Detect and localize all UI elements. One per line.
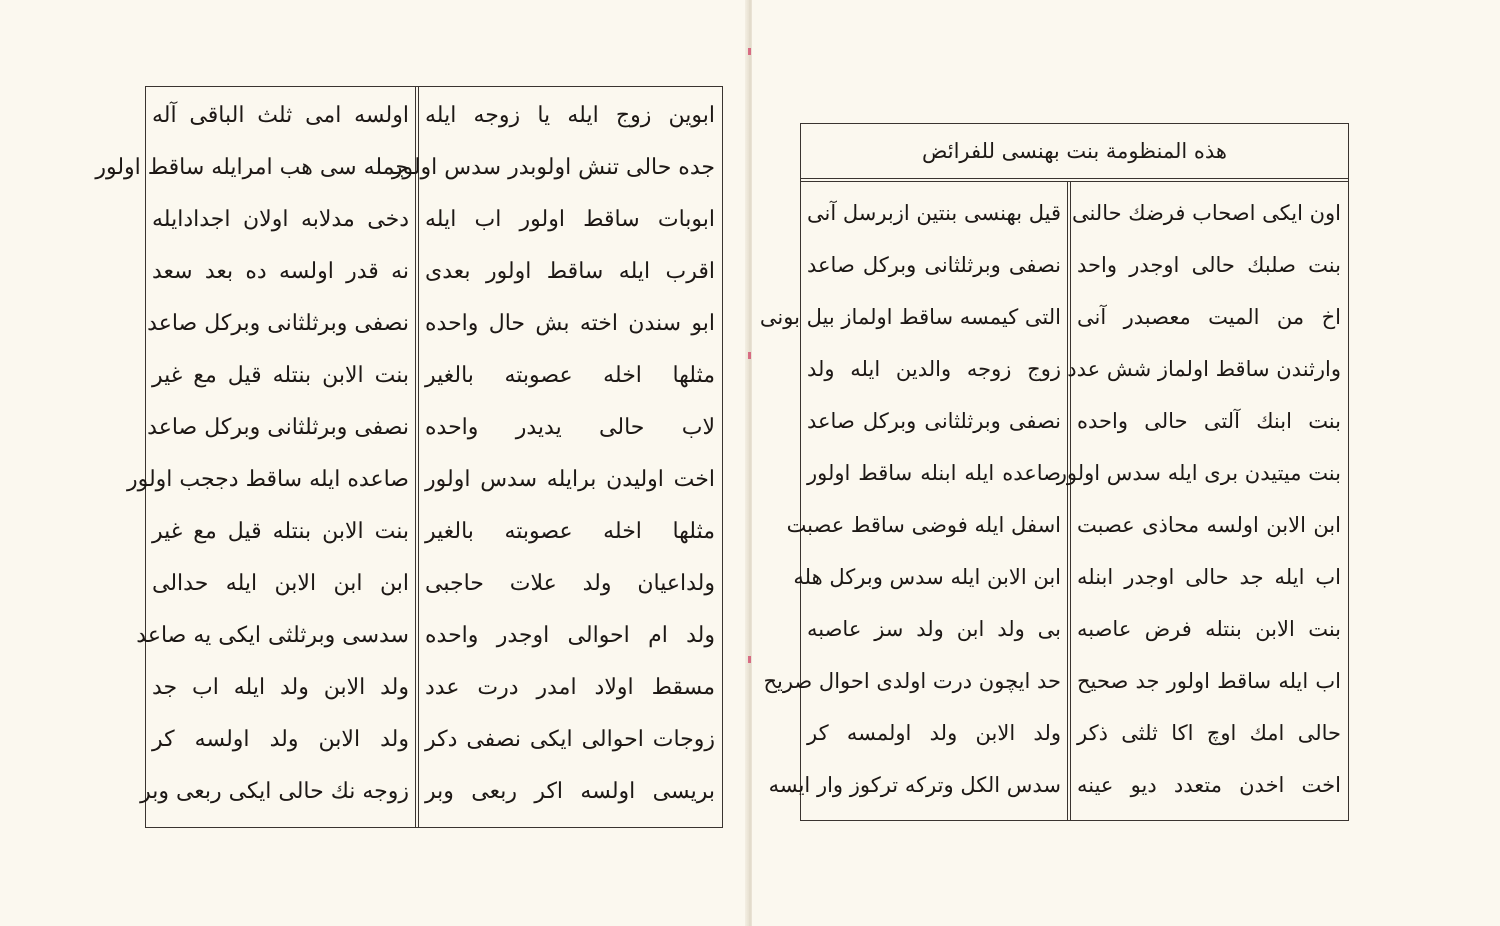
left-column-a bbox=[95, 87, 415, 827]
verse-line: بریسی اولسه اکر ربعی وبر bbox=[425, 779, 715, 804]
verse-line: بی ولد ابن ولد سز عاصبه bbox=[807, 617, 1061, 641]
verse-line: لاب حالی یدیدر واحده bbox=[425, 415, 715, 440]
verse-line: جمله سی هب امرایله ساقط اولور bbox=[95, 155, 409, 180]
verse-line: زوجه نك حالی ایکی ربعی وبر bbox=[140, 779, 409, 804]
verse-line: اب ایله جد حالی اوجدر ابنله bbox=[1077, 565, 1341, 589]
verse-line: مثلها اخله عصوبته بالغیر bbox=[425, 363, 715, 388]
verse-line: صاعده ایله ابنله ساقط اولور bbox=[807, 461, 1061, 485]
page-title: هذه المنظومة بنت بهنسی للفرائض bbox=[801, 124, 1348, 179]
verse-line: جده حالی تنش اولوبدر سدس اولور bbox=[391, 155, 715, 180]
left-page bbox=[0, 0, 748, 926]
verse-line: بنت الابن بنتله قیل مع غیر bbox=[152, 363, 409, 388]
verse-line: حالی امك اوچ اکا ثلثی ذکر bbox=[1077, 721, 1341, 745]
verse-line: ابوبات ساقط اولور اب ایله bbox=[425, 207, 715, 232]
verse-line: نصفی وبرثلثانی وبرکل صاعد bbox=[147, 311, 409, 336]
binding-stitch bbox=[748, 48, 751, 55]
verse-line: زوجات احوالی ایکی نصفی دکر bbox=[425, 727, 715, 752]
verse-line: ولد الابن ولد اولسه کر bbox=[152, 727, 409, 752]
verse-line: وارثندن ساقط اولماز شش عدد bbox=[1067, 357, 1341, 381]
verse-line: مثلها اخله عصوبته بالغیر bbox=[425, 519, 715, 544]
verse-line: اخ من المیت معصبدر آنی bbox=[1077, 305, 1341, 329]
verse-line: اولسه امی ثلث الباقی آله bbox=[152, 103, 409, 128]
verse-line: ولد الابن ولد ایله اب جد bbox=[152, 675, 409, 700]
verse-line: ابو سندن اخته بش حال واحده bbox=[425, 311, 715, 336]
verse-line: ولداعیان ولد علات حاجبی bbox=[425, 571, 715, 596]
left-column-b bbox=[391, 87, 721, 827]
right-column-b bbox=[1056, 182, 1347, 820]
verse-line: مسقط اولاد امدر درت عدد bbox=[425, 675, 715, 700]
verse-line: ابن الابن اولسه محاذی عصبت bbox=[1077, 513, 1341, 537]
right-page bbox=[752, 0, 1500, 926]
verse-line: اخت اخدن متعدد دیو عینه bbox=[1077, 773, 1341, 797]
verse-line: اون ایکی اصحاب فرضك حالنی bbox=[1071, 201, 1341, 225]
verse-line: ولد ام احوالی اوجدر واحده bbox=[425, 623, 715, 648]
verse-line: ابن ابن الابن ایله حدالی bbox=[152, 571, 409, 596]
verse-line: اسفل ایله فوضی ساقط عصبت bbox=[786, 513, 1061, 537]
verse-line: اخت اولیدن برایله سدس اولور bbox=[425, 467, 715, 492]
verse-line: بنت ابنك آلتی حالی واحده bbox=[1077, 409, 1341, 433]
verse-line: حد ایچون درت اولدی احوال صریح bbox=[763, 669, 1061, 693]
binding-stitch bbox=[748, 656, 751, 663]
binding-stitch bbox=[748, 352, 751, 359]
verse-line: سدس الکل وترکه ترکوز وار ایسه bbox=[768, 773, 1061, 797]
verse-line: زوج زوجه والدین ایله ولد bbox=[807, 357, 1061, 381]
verse-line: نصفی وبرثلثانی وبرکل صاعد bbox=[807, 253, 1061, 277]
verse-line: بنت صلبك حالی اوجدر واحد bbox=[1077, 253, 1341, 277]
verse-line: ابن الابن ایله سدس وبرکل هله bbox=[793, 565, 1061, 589]
right-column-a bbox=[759, 182, 1067, 820]
verse-line: قیل بهنسی بنتین ازبرسل آنی bbox=[806, 201, 1061, 225]
verse-line: نه قدر اولسه ده بعد سعد bbox=[152, 259, 409, 284]
verse-line: بنت الابن بنتله قیل مع غیر bbox=[152, 519, 409, 544]
verse-line: نصفی وبرثلثانی وبرکل صاعد bbox=[807, 409, 1061, 433]
right-page-frame bbox=[759, 123, 1349, 821]
verse-line: نصفی وبرثلثانی وبرکل صاعد bbox=[147, 415, 409, 440]
verse-line: سدسی وبرثلثی ایکی یه صاعد bbox=[136, 623, 409, 648]
verse-line: بنت الابن بنتله فرض عاصبه bbox=[1077, 617, 1341, 641]
left-page-frame bbox=[95, 86, 723, 828]
verse-line: دخی مدلابه اولان اجدادایله bbox=[152, 207, 409, 232]
verse-line: التی کیمسه ساقط اولماز بیل بونی bbox=[759, 305, 1061, 329]
verse-line: اقرب ایله ساقط اولور بعدی bbox=[425, 259, 715, 284]
verse-line: صاعده ایله ساقط دججب اولور bbox=[126, 467, 409, 492]
verse-line: بنت میتیدن بری ایله سدس اولور bbox=[1056, 461, 1341, 485]
verse-line: ولد الابن ولد اولمسه کر bbox=[807, 721, 1061, 745]
right-page-body bbox=[759, 182, 1348, 820]
verse-line: اب ایله ساقط اولور جد صحیح bbox=[1077, 669, 1341, 693]
verse-line: ابوین زوج ایله یا زوجه ایله bbox=[425, 103, 715, 128]
